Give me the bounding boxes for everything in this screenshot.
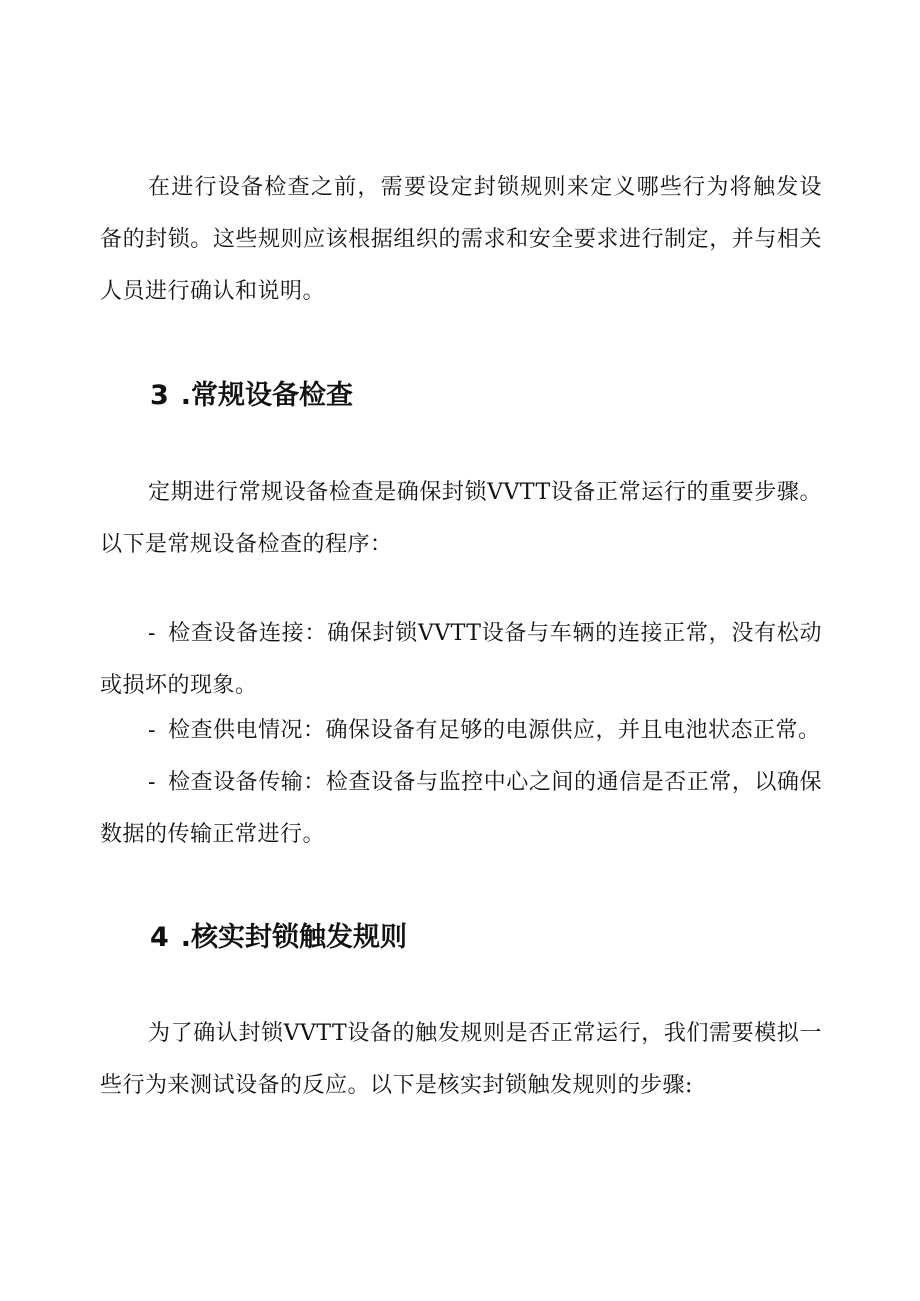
- section-3-heading: [150, 376, 353, 416]
- bullet-dash: -: [148, 621, 156, 646]
- bullet-item-connection: [100, 608, 822, 712]
- section-3-title: .常规设备检查: [180, 380, 354, 411]
- section-4-heading: [150, 918, 407, 958]
- bullet-dash: -: [148, 718, 156, 743]
- section-3-paragraph: 定期进行常规设备检查是确保封锁VVTT设备正常运行的重要步骤。以下是常规设备检查的程序：: [100, 480, 822, 557]
- bullet-item-transmission: [100, 757, 822, 861]
- section-4-paragraph: 为了确认封锁VVTT设备的触发规则是否正常运行，我们需要模拟一些行为来测试设备的反应。以下是核实封锁触发规则的步骤:: [100, 1021, 822, 1098]
- bullet-item-power: [100, 705, 822, 757]
- intro-paragraph: 在进行设备检查之前，需要设定封锁规则来定义哪些行为将触发设备的封锁。这些规则应该根据组织的需求和安全要求进行制定，并与相关人员进行确认和说明。: [100, 175, 822, 304]
- bullet-text: 检查供电情况：确保设备有足够的电源供应，并且电池状态正常。: [167, 718, 821, 743]
- section-3-number: 3: [150, 380, 169, 411]
- bullet-text: 检查设备传输：检查设备与监控中心之间的通信是否正常，以确保数据的传输正常进行。: [100, 770, 822, 847]
- section-4-number: 4: [150, 922, 169, 953]
- section-4-title: .核实封锁触发规则: [180, 922, 408, 953]
- bullet-text: 检查设备连接：确保封锁VVTT设备与车辆的连接正常，没有松动或损坏的现象。: [100, 621, 822, 698]
- bullet-dash: -: [148, 770, 156, 795]
